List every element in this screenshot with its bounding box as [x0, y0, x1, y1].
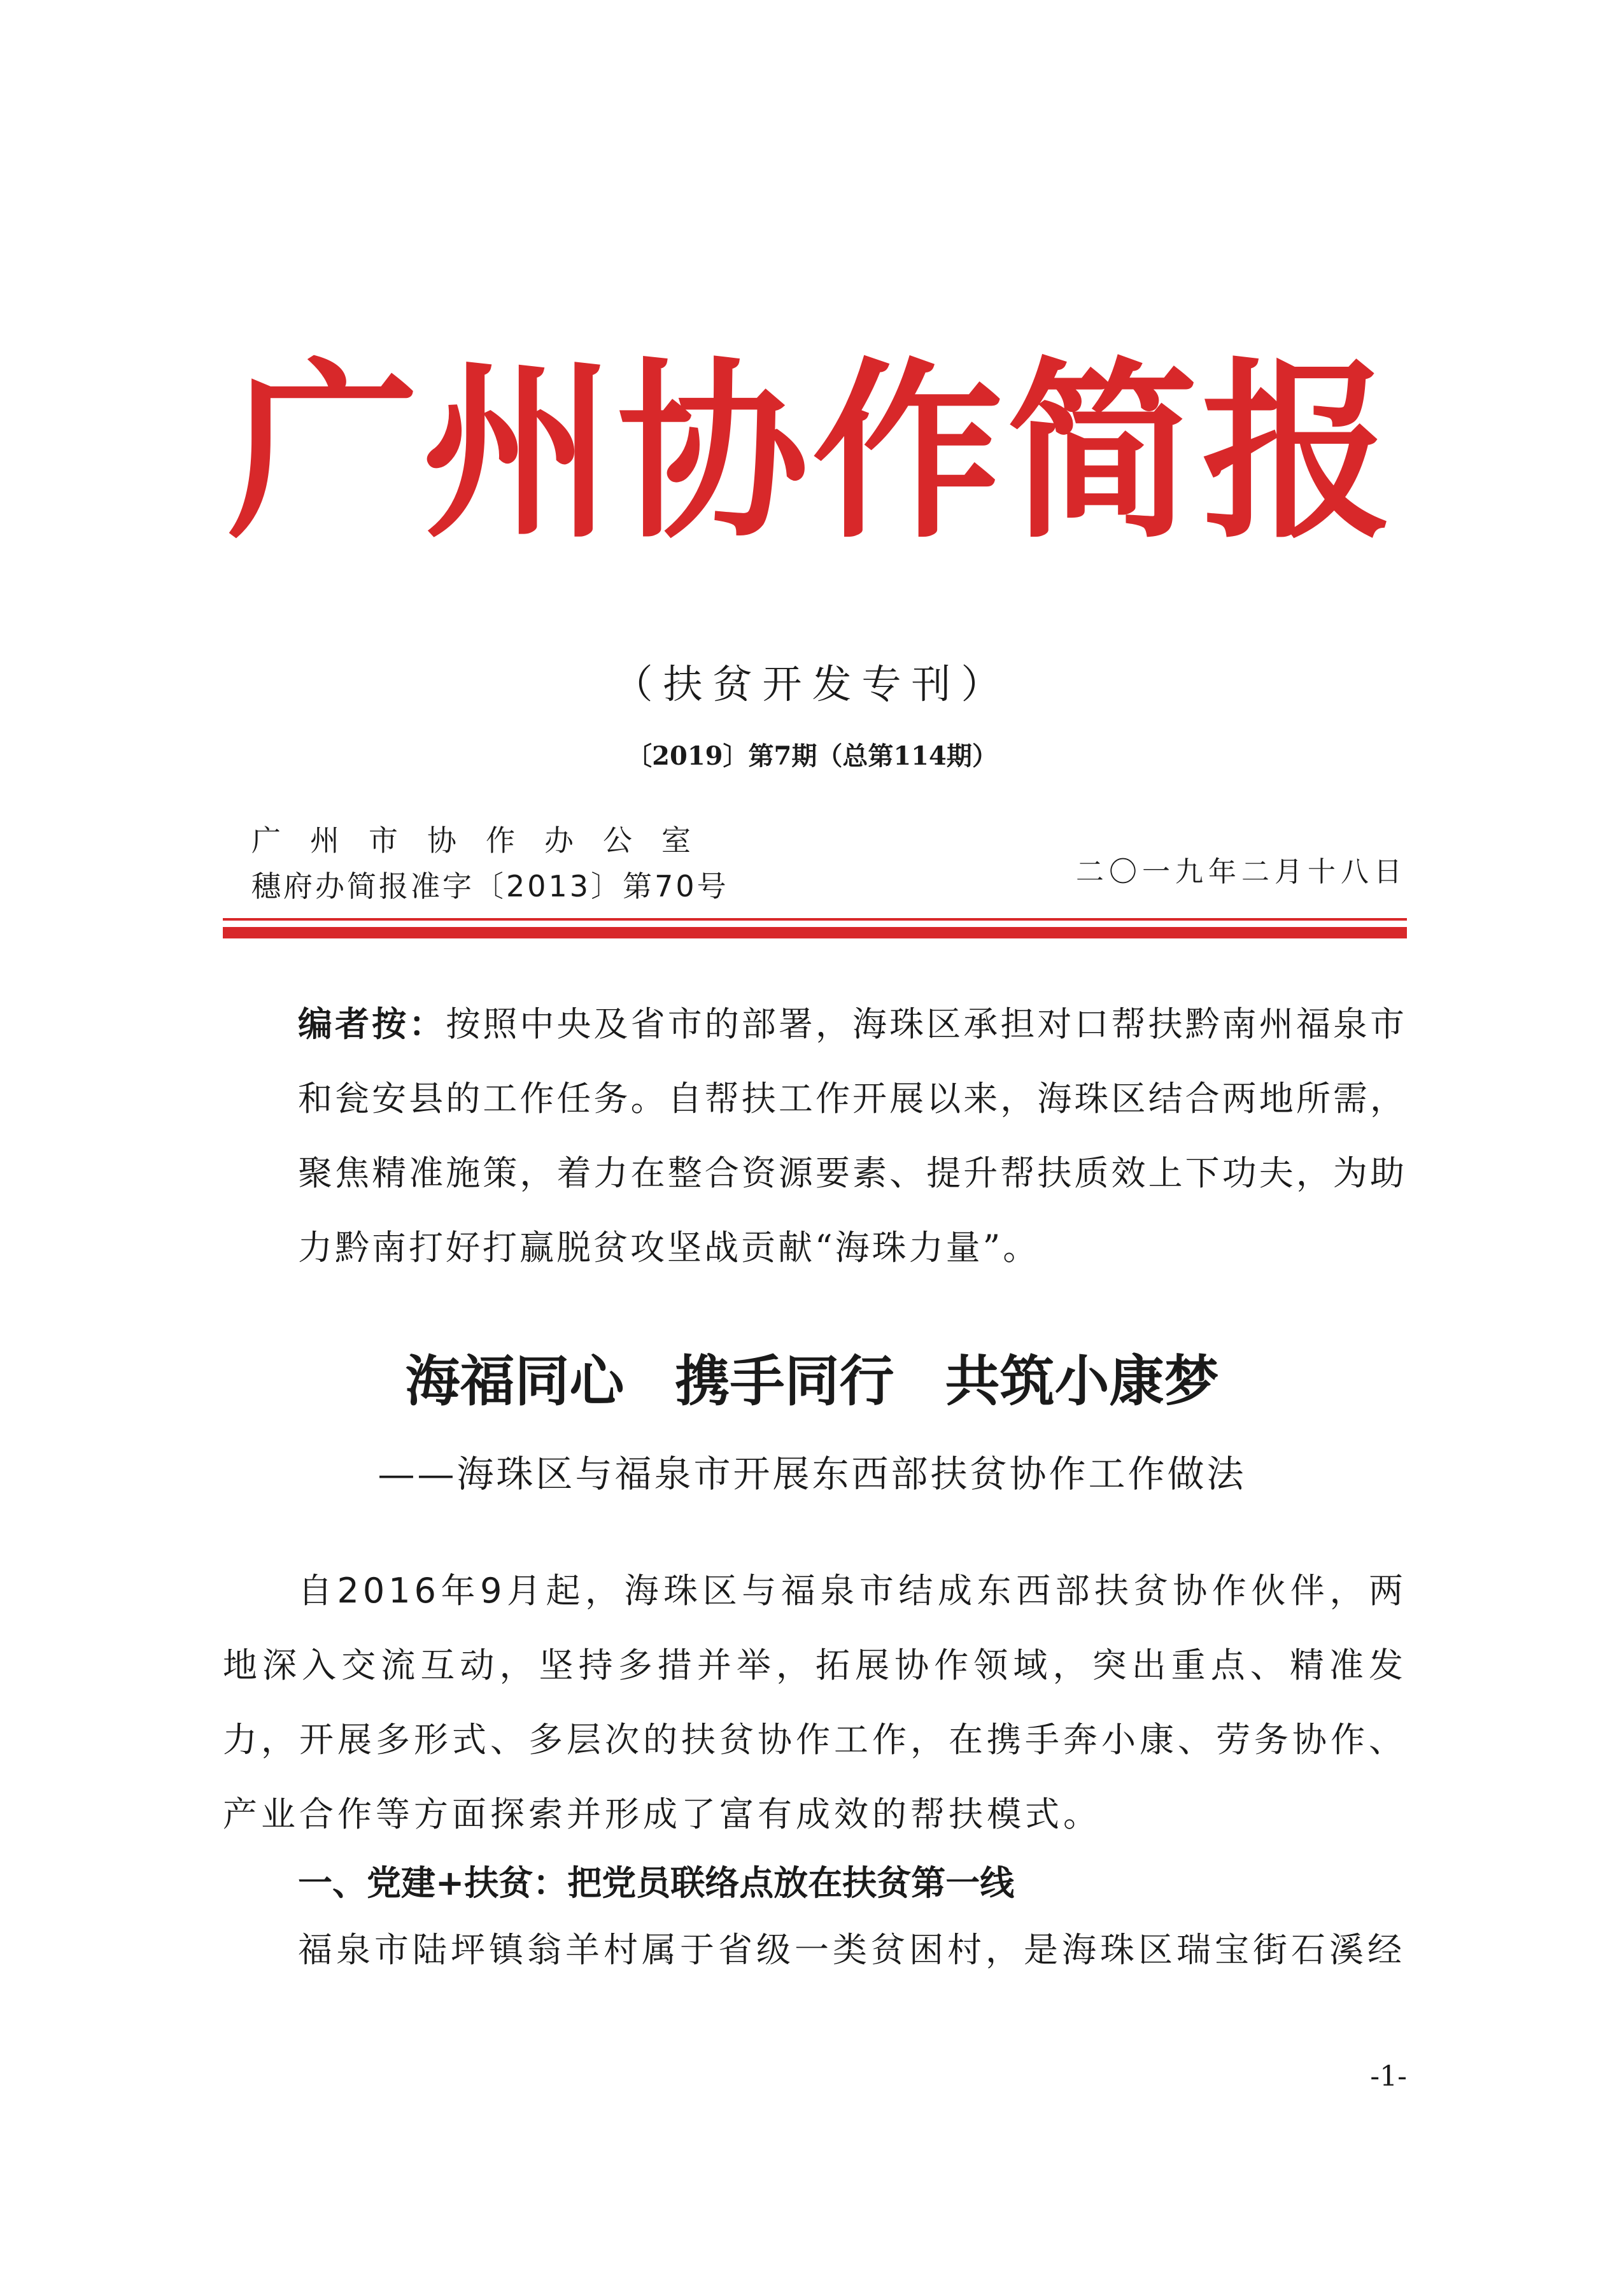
editor-note [298, 987, 1407, 1285]
page-number: -1- [1370, 2060, 1407, 2093]
publication-subtitle: （扶贫开发专刊） [613, 661, 1011, 707]
article-paragraph-1: 自2016年9月起，海珠区与福泉市结成东西部扶贫协作伙伴，两地深入交流互动，坚持多措并举，拓展协作领域，突出重点、精准发力，开展多形式、多层次的扶贫协作工作，在携手奔小康、劳务协作、产业合作等方面探索并形成了富有成效的帮扶模式。 [223, 1571, 1407, 1834]
article-title-part2: 携手同行 [675, 1349, 894, 1413]
section-heading-1: 一、党建+扶贫：把党员联络点放在扶贫第一线 [298, 1863, 1015, 1903]
issuing-office: 广州市协作办公室 [251, 823, 720, 858]
issue-number: 〔2019〕第7期（总第114期） [626, 741, 998, 771]
editor-note-text: 按照中央及省市的部署，海珠区承担对口帮扶黔南州福泉市和瓮安县的工作任务。自帮扶工作开展以来，海珠区结合两地所需，聚焦精准施策，着力在整合资源要素、提升帮扶质效上下功夫，为助力黔南打好打赢脱贫攻坚战贡献“海珠力量”。 [298, 1004, 1408, 1268]
masthead-title: 广州协作简报 [227, 339, 1397, 564]
issue-date: 二〇一九年二月十八日 [1076, 856, 1407, 888]
article-subtitle: ——海珠区与福泉市开展东西部扶贫协作工作做法 [378, 1452, 1246, 1496]
article-title [0, 1343, 1624, 1420]
header-rule-thick [223, 927, 1407, 938]
article-title-part3: 共筑小康梦 [945, 1349, 1219, 1413]
header-rule-thin [223, 918, 1407, 921]
editor-note-lead: 编者按： [298, 1004, 446, 1044]
permit-number: 穗府办简报准字〔2013〕第70号 [251, 869, 729, 903]
article-title-part1: 海福同心 [405, 1349, 625, 1413]
article-paragraph-2: 福泉市陆坪镇翁羊村属于省级一类贫困村，是海珠区瑞宝街石溪经 [298, 1930, 1406, 1970]
